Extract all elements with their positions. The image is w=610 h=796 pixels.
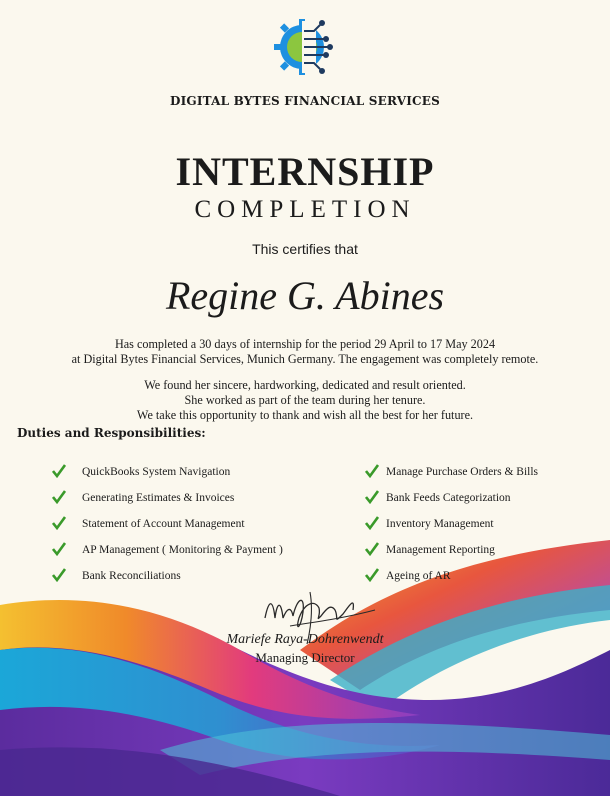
duty-item: Inventory Management [386, 518, 494, 530]
check-icon [365, 542, 379, 556]
title-completion: COMPLETION [194, 196, 416, 223]
completion-paragraph [0, 337, 610, 367]
recipient-name: Regine G. Abines [165, 273, 445, 318]
praise-paragraph [0, 378, 610, 423]
company-name: DIGITAL BYTES FINANCIAL SERVICES [169, 94, 440, 108]
paragraph-line: at Digital Bytes Financial Services, Munich Germany. The engagement was completely remote. [71, 352, 539, 366]
check-icon [52, 464, 66, 478]
duty-item: Ageing of AR [386, 570, 451, 582]
duty-item: Management Reporting [386, 544, 495, 556]
duty-item: Statement of Account Management [82, 518, 245, 530]
certifies-text: This certifies that [252, 241, 358, 257]
check-icon [365, 464, 379, 478]
paragraph-line: We take this opportunity to thank and wish all the best for her future. [136, 408, 474, 422]
duty-item: AP Management ( Monitoring & Payment ) [82, 544, 283, 556]
company-logo [272, 11, 344, 83]
check-icon [365, 516, 379, 530]
duties-title: Duties and Responsibilities: [17, 426, 206, 440]
duty-item: QuickBooks System Navigation [82, 466, 231, 478]
duty-item: Bank Feeds Categorization [386, 492, 511, 504]
paragraph-line: We found her sincere, hardworking, dedicated and result oriented. [144, 378, 466, 392]
duty-item: Manage Purchase Orders & Bills [386, 466, 539, 478]
duty-item: Generating Estimates & Invoices [82, 492, 235, 504]
signatory-name: Mariefe Raya-Dohrenwendt [226, 632, 384, 647]
paragraph-line: Has completed a 30 days of internship for the period 29 April to 17 May 2024 [114, 337, 496, 351]
check-icon [52, 542, 66, 556]
check-icon [52, 490, 66, 504]
duty-item: Bank Reconciliations [82, 570, 181, 582]
check-icon [52, 516, 66, 530]
title-internship: INTERNSHIP [175, 149, 435, 194]
check-icon [365, 568, 379, 582]
paragraph-line: She worked as part of the team during her tenure. [184, 393, 426, 407]
signatory-title: Managing Director [255, 650, 355, 665]
check-icon [52, 568, 66, 582]
check-icon [365, 490, 379, 504]
